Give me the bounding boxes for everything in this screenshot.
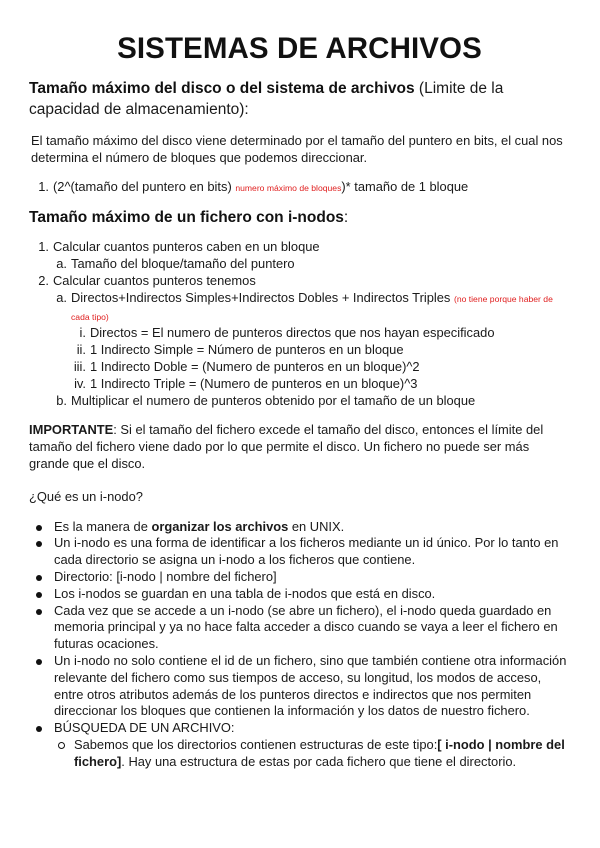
bullet-item [54, 653, 570, 720]
sub-list [53, 256, 570, 273]
list-marker: iii. [73, 358, 86, 374]
list-item [56, 392, 570, 410]
bullet-dot [36, 525, 42, 531]
bullet-text: Cada vez que se accede a un i-nodo (se abre un fichero), el i-nodo queda guardado en memoria principal y ya no hace falta acceder a disco cuando se vaya a leer el fichero en futuras ocaciones. [54, 602, 558, 652]
heading-rest: (Limite de la capacidad de almacenamiento): [29, 80, 504, 118]
bullet-item [54, 720, 570, 770]
bullet-text: . Hay una estructura de estas por cada fichero que tiene el directorio. [121, 753, 517, 769]
section-heading-file-size [29, 207, 570, 228]
bullet-text: Los i-nodos se guardan en una tabla de i-nodos que está en disco. [54, 585, 436, 601]
bullet-dot [36, 592, 42, 598]
list-marker: iv. [74, 375, 86, 391]
list-item [73, 358, 570, 376]
list-marker: i. [79, 325, 86, 341]
bullet-dot [36, 575, 42, 581]
bullet-item [54, 603, 570, 653]
bullet-text: Un i-nodo es una forma de identificar a los ficheros mediante un id único. Por lo tanto en cada directorio se asigna un i-nodo a los ficheros que contiene. [54, 535, 559, 568]
bullet-dot [36, 609, 42, 615]
important-note [29, 422, 570, 472]
page-title: SISTEMAS DE ARCHIVOS [117, 32, 482, 65]
list-item [76, 342, 570, 359]
inode-bullet-list [29, 519, 570, 771]
file-size-steps-list [29, 239, 570, 409]
bullet-dot [36, 659, 42, 665]
list-marker: ii. [76, 342, 86, 358]
step-text: 1 Indirecto Simple = Número de punteros en un bloque [90, 342, 404, 358]
bullet-item [54, 535, 570, 569]
heading-bold: Tamaño máximo del disco o del sistema de archivos [29, 80, 415, 97]
paragraph-disk-size: El tamaño máximo del disco viene determinado por el tamaño del puntero en bits, el cual nos determina el número de bloques que podemos direccionar. [31, 133, 563, 165]
formula-text-a: (2^(tamaño del puntero en bits) [53, 178, 236, 194]
list-item [56, 289, 570, 393]
important-text: : Si el tamaño del fichero excede el tamaño del disco, entonces el límite del tamaño del fichero viene dado por lo que permite el disco. Un fichero no puede ser más grande que el disco. [29, 422, 544, 471]
bullet-item [54, 519, 570, 536]
step-text: Calcular cuantos punteros caben en un bloque [53, 239, 320, 255]
list-marker: b. [56, 392, 67, 408]
heading-bold: Tamaño máximo de un fichero con i-nodos [29, 209, 344, 227]
bullet-text: Sabemos que los directorios contienen estructuras de este tipo: [74, 736, 438, 752]
list-item [74, 375, 570, 393]
list-item [38, 239, 570, 273]
list-item [38, 178, 570, 197]
bullet-dot [36, 541, 42, 547]
bullet-text: Es la manera de [54, 518, 152, 534]
bullet-circle [58, 742, 65, 749]
formula-note: numero máximo de bloques [235, 182, 342, 193]
list-marker: 1. [38, 178, 49, 194]
bullet-dot [36, 726, 42, 732]
bullet-text: Directorio: [i-nodo | nombre del fichero] [54, 568, 277, 584]
bullet-bold: [ i-nodo | nombre del fichero] [74, 736, 565, 769]
list-marker: 2. [38, 272, 49, 288]
sub-bullet-item [74, 737, 570, 771]
sub-sub-list [71, 325, 570, 392]
list-item [56, 256, 570, 273]
step-text: 1 Indirecto Triple = (Numero de punteros en un bloque)^3 [90, 375, 418, 391]
bullet-text: Un i-nodo no solo contiene el id de un fichero, sino que también contiene otra información relevante del fichero como sus tiempos de acceso, su longitud, los modos de acceso, entre otros atributos además de los punteros directos e indirectos que nos permiten direccionar los bloques que contienen la información y los datos de nuestro fichero. [54, 652, 567, 719]
step-text: Calcular cuantos punteros tenemos [53, 272, 256, 288]
step-text: Tamaño del bloque/tamaño del puntero [71, 256, 295, 272]
step-text: Directos+Indirectos Simples+Indirectos Dobles + Indirectos Triples [71, 289, 454, 305]
bullet-bold: organizar los archivos [151, 518, 289, 534]
disk-size-formula-list [29, 179, 570, 197]
list-item [38, 272, 570, 409]
step-text: Multiplicar el numero de punteros obtenido por el tamaño de un bloque [71, 392, 476, 408]
important-label: IMPORTANTE [29, 422, 114, 438]
bullet-item [54, 586, 570, 603]
formula-text-b: )* tamaño de 1 bloque [341, 178, 469, 194]
list-marker: 1. [38, 239, 49, 255]
question-text: ¿Qué es un i-nodo? [29, 488, 143, 504]
bullet-text: BÚSQUEDA DE UN ARCHIVO: [54, 720, 235, 736]
bullet-text: en UNIX. [288, 518, 345, 534]
bullet-item [54, 569, 570, 586]
step-text: 1 Indirecto Doble = (Numero de punteros en un bloque)^2 [90, 358, 420, 374]
sub-bullet-list [54, 737, 570, 771]
step-text: Directos = El numero de punteros directos que nos hayan especificado [90, 325, 495, 341]
section-heading-disk-size [29, 78, 570, 120]
sub-list [53, 290, 570, 410]
heading-colon: : [343, 209, 349, 227]
list-item [79, 325, 570, 342]
list-marker: a. [56, 256, 67, 272]
step-note: (no tiene porque haber de cada tipo) [71, 293, 553, 322]
list-marker: a. [56, 289, 67, 305]
